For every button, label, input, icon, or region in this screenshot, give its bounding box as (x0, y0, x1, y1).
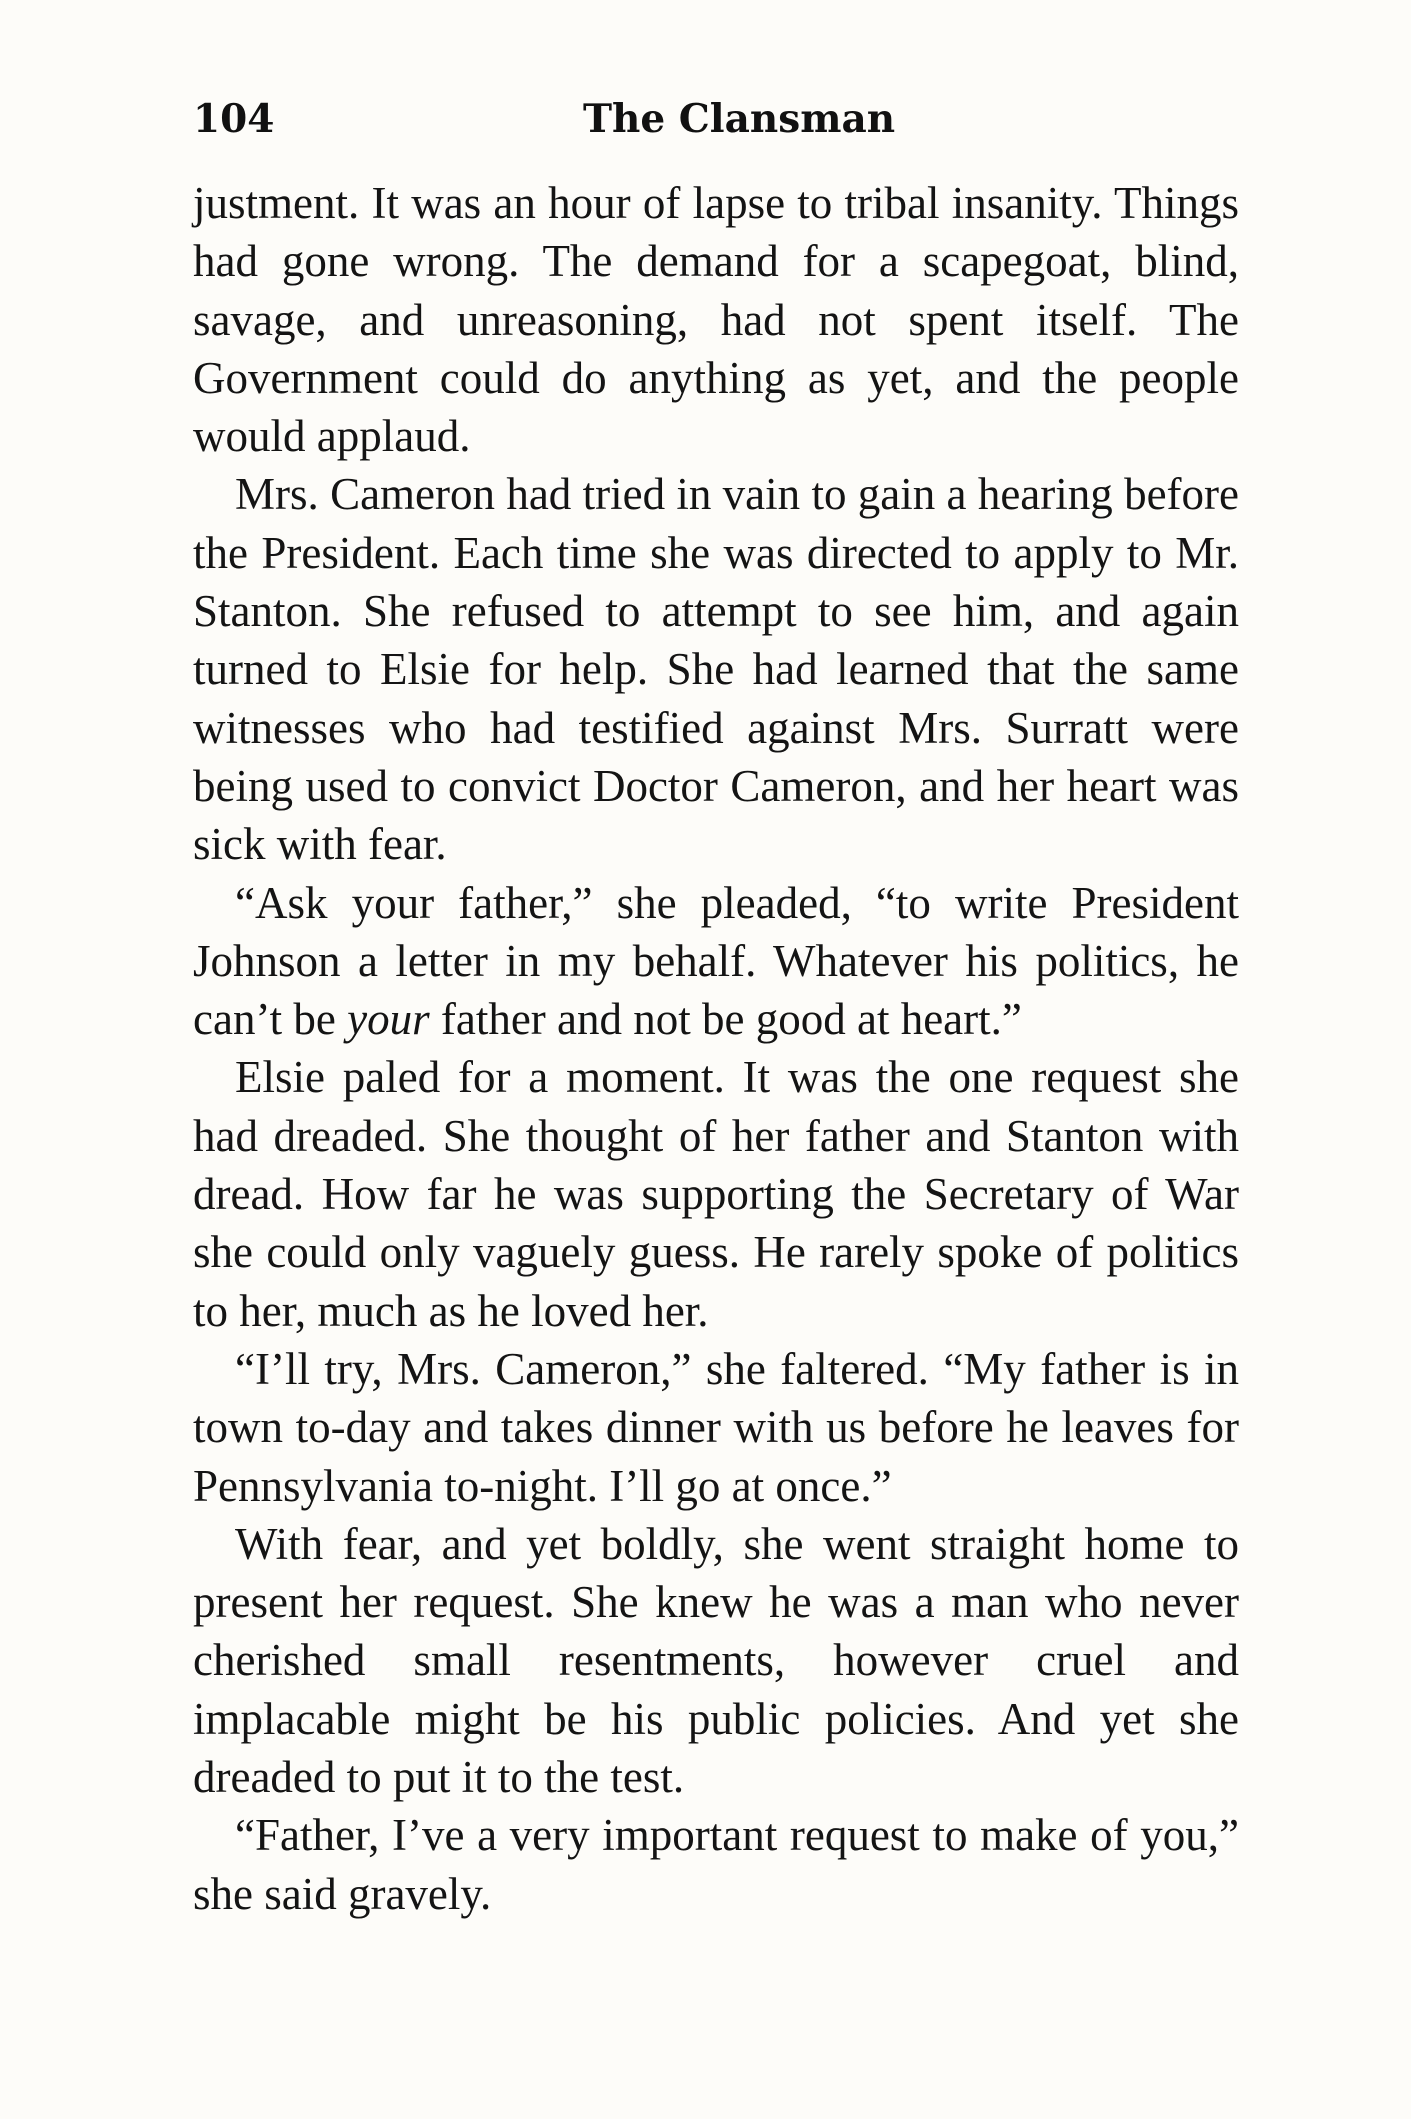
paragraph-dialogue (193, 874, 1239, 1049)
paragraph: Elsie paled for a moment. It was the one request she had dreaded. She thought of her father and Stanton with dread. How far he was supporting the Secretary of War she could only vaguely guess. He rarely spoke of politics to her, much as he loved her. (193, 1052, 1239, 1336)
emphasis-text: your (347, 994, 430, 1045)
paragraph-dialogue: “I’ll try, Mrs. Cameron,” she faltered. “My father is in town to-day and takes dinner with us before he leaves for Pennsylvania to-night. I’ll go at once.” (193, 1343, 1239, 1511)
paragraph: Mrs. Cameron had tried in vain to gain a hearing before the President. Each time she was directed to apply to Mr. Stanton. She refused to attempt to see him, and again turned to Elsie for help. She had learned that the same witnesses who had testified against Mrs. Surratt were being used to convict Doctor Cameron, and her heart was sick with fear. (193, 469, 1239, 870)
paragraph-text: “Ask your father,” she pleaded, “to write President Johnson a letter in my behalf. Whatever his politics, he can’t be (193, 877, 1239, 1045)
running-head (193, 96, 1243, 152)
paragraph-continuation: justment. It was an hour of lapse to tribal insanity. Things had gone wrong. The demand for a scapegoat, blind, savage, and unreasoning, had not spent itself. The Government could do anything as yet, and the people would applaud. (193, 178, 1239, 462)
paragraph-dialogue: “Father, I’ve a very important request to make of you,” she said gravely. (193, 1810, 1239, 1919)
paragraph-text: father and not be good at heart.” (429, 994, 1022, 1045)
running-title: The Clansman (583, 96, 896, 142)
paragraph: With fear, and yet boldly, she went straight home to present her request. She knew he was a man who never cherished small resentments, however cruel and implacable might be his public policies. And yet she dreaded to put it to the test. (193, 1518, 1239, 1803)
body-text (193, 174, 1239, 1923)
page-number: 104 (193, 96, 275, 142)
